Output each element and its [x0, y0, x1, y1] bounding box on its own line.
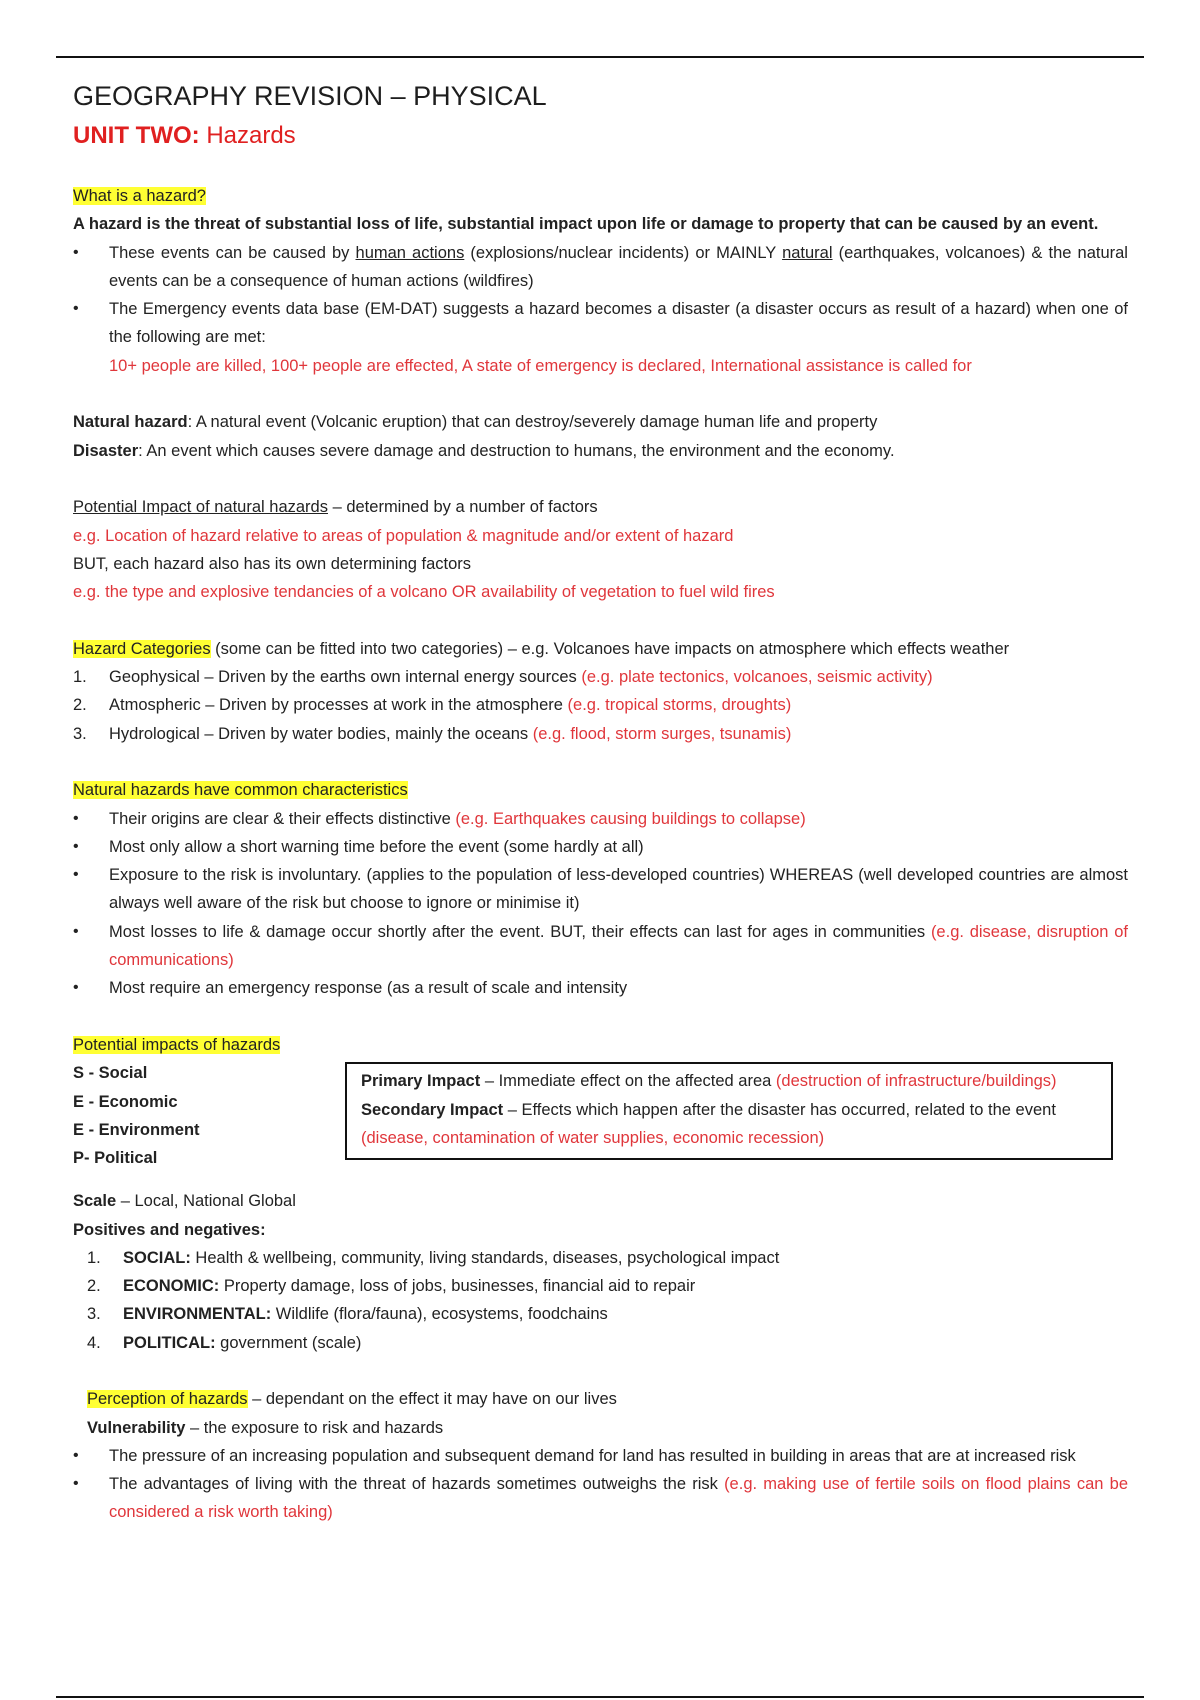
list-item: • Exposure to the risk is involuntary. (applies to the population of less-developed countries) WHEREAS (well developed countries are almost always well aware of the risk but choose to ignore or minimise it): [73, 861, 1128, 918]
spee-environment: E - Environment: [73, 1120, 200, 1139]
unit-topic: Hazards: [206, 122, 296, 149]
disaster-criteria: 10+ people are killed, 100+ people are effected, A state of emergency is declared, International assistance is called for: [109, 356, 972, 375]
unit-heading: [73, 118, 1128, 154]
potential-impact-example-1: e.g. Location of hazard relative to areas of population & magnitude and/or extent of hazard: [73, 526, 734, 545]
vulnerability-line: Vulnerability – the exposure to risk and hazards: [87, 1418, 444, 1437]
list-item: 4. POLITICAL: government (scale): [87, 1333, 362, 1352]
spee-economic: E - Economic: [73, 1092, 178, 1111]
potential-impact-example-2: e.g. the type and explosive tendancies of a volcano OR availability of vegetation to fuel wild fires: [73, 583, 775, 602]
section-what-is-hazard: [73, 182, 1128, 210]
hazard-definition: A hazard is the threat of substantial loss of life, substantial impact upon life or damage to property that can be caused by an event.: [73, 215, 1099, 234]
list-item: • These events can be caused by human actions (explosions/nuclear incidents) or MAINLY natural (earthquakes, volcanoes) & the natural events can be a consequence of human actions (wildfires): [73, 239, 1128, 296]
scale-line: Scale – Local, National Global: [73, 1192, 296, 1211]
list-item: • The Emergency events data base (EM-DAT) suggests a hazard becomes a disaster (a disaster occurs as result of a hazard) when one of the following are met:: [73, 295, 1128, 352]
top-rule: [56, 56, 1144, 58]
list-item: • Most losses to life & damage occur shortly after the event. BUT, their effects can last for ages in communities (e.g. disease, disruption of communications): [73, 918, 1128, 975]
list-item: 3. ENVIRONMENTAL: Wildlife (flora/fauna), ecosystems, foodchains: [87, 1305, 608, 1324]
hazard-bullets: [73, 239, 1128, 352]
document-content: [73, 78, 1128, 1527]
positives-negatives-list: [73, 1244, 1128, 1357]
document-title: GEOGRAPHY REVISION – PHYSICAL: [73, 81, 547, 111]
spee-political: P- Political: [73, 1149, 158, 1168]
list-item: 3. Hydrological – Driven by water bodies, mainly the oceans (e.g. flood, storm surges, tsunamis): [73, 724, 792, 743]
unit-label: UNIT TWO:: [73, 122, 200, 149]
hazard-categories-heading: Hazard Categories (some can be fitted into two categories) – e.g. Volcanoes have impacts on atmosphere which effects weather: [73, 639, 1010, 658]
hazard-categories-list: [73, 663, 1128, 748]
list-item: • Most only allow a short warning time before the event (some hardly at all): [73, 833, 1128, 861]
spee-social: S - Social: [73, 1064, 148, 1083]
perception-list: [73, 1442, 1128, 1527]
impact-types-box: [345, 1062, 1113, 1160]
characteristics-heading: Natural hazards have common characteristics: [73, 781, 408, 800]
what-is-hazard-heading: What is a hazard?: [73, 187, 206, 205]
characteristics-list: [73, 805, 1128, 1003]
natural-hazard-definition: Natural hazard: A natural event (Volcanic eruption) that can destroy/severely damage human life and property: [73, 413, 878, 432]
perception-heading: Perception of hazards – dependant on the effect it may have on our lives: [87, 1390, 617, 1409]
list-item: • Their origins are clear & their effects distinctive (e.g. Earthquakes causing buildings to collapse): [73, 805, 1128, 833]
primary-impact: Primary Impact – Immediate effect on the affected area (destruction of infrastructure/buildings): [361, 1072, 1057, 1091]
potential-impact-heading: Potential Impact of natural hazards – determined by a number of factors: [73, 498, 598, 517]
secondary-impact: Secondary Impact – Effects which happen after the disaster has occurred, related to the event (disease, contamination of water supplies, economic recession): [361, 1100, 1056, 1147]
list-item: 2. Atmospheric – Driven by processes at work in the atmosphere (e.g. tropical storms, droughts): [73, 696, 792, 715]
list-item: • The advantages of living with the threat of hazards sometimes outweighs the risk (e.g. making use of fertile soils on flood plains can be considered a risk worth taking): [73, 1470, 1128, 1527]
impacts-heading: Potential impacts of hazards: [73, 1035, 281, 1054]
impacts-row: [73, 1059, 1128, 1187]
list-item: • Most require an emergency response (as a result of scale and intensity: [73, 974, 1128, 1002]
disaster-definition: Disaster: An event which causes severe damage and destruction to humans, the environment and the economy.: [73, 441, 895, 460]
list-item: 2. ECONOMIC: Property damage, loss of jobs, businesses, financial aid to repair: [87, 1277, 696, 1296]
list-item: 1. Geophysical – Driven by the earths own internal energy sources (e.g. plate tectonics, volcanoes, seismic activity): [73, 668, 933, 687]
potential-impact-but: BUT, each hazard also has its own determining factors: [73, 554, 472, 573]
bottom-rule: [56, 1696, 1144, 1698]
spee-list: [73, 1059, 200, 1172]
list-item: • The pressure of an increasing population and subsequent demand for land has resulted in building in areas that are at increased risk: [73, 1442, 1128, 1470]
positives-negatives-heading: Positives and negatives:: [73, 1220, 266, 1239]
list-item: 1. SOCIAL: Health & wellbeing, community, living standards, diseases, psychological impact: [87, 1248, 780, 1267]
